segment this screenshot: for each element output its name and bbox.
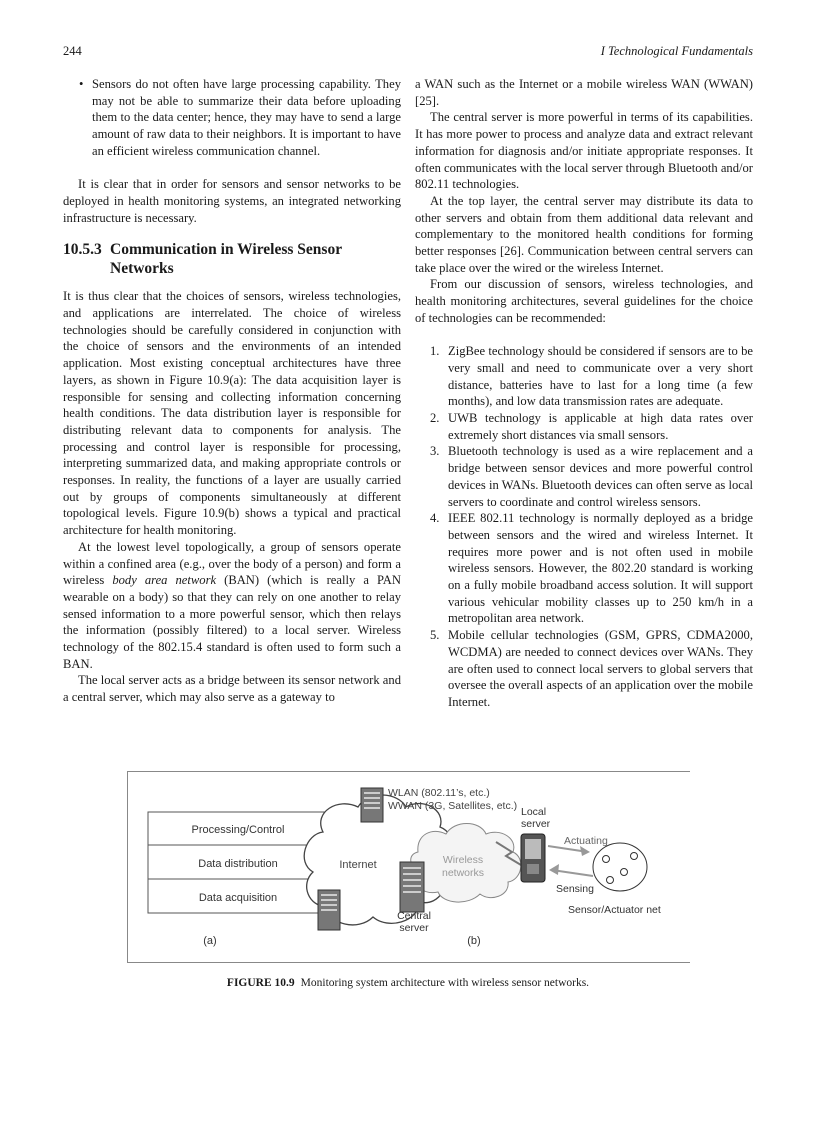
caption-label: FIGURE 10.9 bbox=[226, 977, 295, 989]
figure-10-9 bbox=[127, 771, 690, 963]
figure-label-b: (b) bbox=[467, 935, 481, 947]
list-item: 3. Bluetooth technology is used as a wire replacement and a bridge between sensor devices and more powerful control devices in WANs. Bluetooth devices can often serve as local servers to coordinate and control wireless sensors. bbox=[430, 444, 753, 509]
paragraph: The central server is more powerful in terms of its capabilities. It has more power to process and analyze data and extract relevant information for diagnosis and/or initiate appropriate responses. It often communicates with the local server through Bluetooth and/or 802.11 technologies. bbox=[415, 110, 753, 192]
arrow-head-icon bbox=[549, 864, 559, 875]
wwan-label: WWAN (3G, Satellites, etc.) bbox=[388, 800, 518, 812]
server-icon bbox=[361, 788, 383, 822]
paragraph: It is thus clear that the choices of sensors, wireless technologies, and applications are interrelated. The choice of wireless technologies should be carefully considered in conjunction with the choice of sensors and the environments of an intended application. Most existing conceptual architectures have three layers, as shown in Figure 10.9(a): The data acquisition layer is responsible for sensing and collecting information concerning health conditions. The data distribution layer is responsible for distributing relevant data to components for analysis. The processing and control layer is responsible for processing, interpreting summarized data, and making appropriate controls or responses. In reality, the functions of a layer are usually carried out by groups of components simultaneously at different topological levels. Figure 10.9(b) shows a typical and practical architecture for health monitoring. bbox=[63, 289, 401, 538]
arrow-head-icon bbox=[580, 846, 590, 856]
actuating-label: Actuating bbox=[564, 835, 608, 847]
bullet-list bbox=[63, 76, 401, 160]
central-server-icon bbox=[400, 862, 424, 912]
paragraph: The local server acts as a bridge between its sensor network and a central server, which may also serve as a gateway to bbox=[63, 673, 401, 705]
section-heading bbox=[63, 240, 401, 278]
bullet-icon: • bbox=[79, 77, 84, 91]
paragraph: At the top layer, the central server may distribute its data to other servers and obtain from them additional data relevant and complementary to the monitored health conditions for forming better responses [26]. Communication between central servers can take place over the wired or the wireless Internet. bbox=[415, 193, 753, 275]
figure-caption bbox=[0, 977, 816, 989]
server-icon bbox=[318, 890, 340, 930]
list-item: 2. UWB technology is applicable at high data rates over extremely short distances via small sensors. bbox=[430, 411, 753, 442]
layer-distribution: Data distribution bbox=[198, 858, 278, 870]
local-server-label-1: Local bbox=[521, 806, 547, 818]
layer-acquisition: Data acquisition bbox=[198, 892, 278, 904]
list-item: 5. Mobile cellular technologies (GSM, GPRS, CDMA2000, WCDMA) are needed to connect devices over WANs. They are often used to connect local servers to global servers that oversee the overall aspects of an application over the mobile Internet. bbox=[430, 628, 753, 709]
section-title: Communication in Wireless Sensor Networks bbox=[110, 241, 342, 278]
paragraph: At the lowest level topologically, a group of sensors operate within a confined area (e.g., over the body of a person) and form a wireless body area network (BAN) (which is really a PAN wearable on a body) so that they can rely on one another to relay sensed information to a more powerful sensor, which then relays the information (possibly filtered) to a local server. Wireless technology of the 802.15.4 standard is often used to form such a BAN. bbox=[63, 539, 401, 671]
internet-label: Internet bbox=[339, 859, 377, 871]
caption-text: Monitoring system architecture with wireless sensor networks. bbox=[300, 977, 590, 989]
bullet-item: • Sensors do not often have large processing capability. They may not be able to summarize their data before uploading them to the data center; hence, they may have to send a large amount of raw data to their neighbors. It is important to have an efficient wireless communication channel. bbox=[79, 77, 401, 158]
list-item: 4. IEEE 802.11 technology is normally deployed as a bridge between sensors and the wired and wireless Internet. It requires more power and is not often used in mobile wireless sensors. However, the 802.20 standard is working on a fully mobile broadband access solution. It will support various vehicular mobility classes up to 250 km/h in a metropolitan area network. bbox=[430, 511, 753, 626]
central-server-label-2: server bbox=[399, 922, 429, 934]
layer-stack bbox=[148, 812, 328, 947]
section-number: 10.5.3 bbox=[63, 241, 102, 259]
paragraph-intro: It is clear that in order for sensors and sensor networks to be deployed in health monitoring systems, an integrated networking infrastructure is necessary. bbox=[63, 177, 401, 225]
wlan-label: WLAN (802.11’s, etc.) bbox=[388, 787, 490, 799]
running-title: I Technological Fundamentals bbox=[600, 44, 753, 58]
guideline-list bbox=[415, 343, 753, 710]
central-server-label-1: Central bbox=[397, 910, 431, 922]
sensing-label: Sensing bbox=[556, 883, 594, 895]
right-column bbox=[415, 76, 753, 711]
sensor-network-icon bbox=[593, 843, 647, 891]
sensor-net-label: Sensor/Actuator net bbox=[568, 904, 661, 916]
page-number: 244 bbox=[63, 44, 82, 58]
layer-processing: Processing/Control bbox=[191, 824, 285, 836]
paragraph: From our discussion of sensors, wireless technologies, and health monitoring architectures, several guidelines for the choice of technologies can be recommended: bbox=[415, 277, 753, 325]
figure-label-a: (a) bbox=[203, 935, 217, 947]
wireless-label-2: networks bbox=[441, 867, 485, 879]
left-column bbox=[63, 76, 401, 706]
list-item: 1. ZigBee technology should be considered if sensors are to be very small and need to communicate over a very short distance, batteries have to last for a long time (a few months), and low data transmission rates are adequate. bbox=[430, 344, 753, 409]
wireless-cloud-icon bbox=[411, 824, 521, 903]
wireless-label-1: Wireless bbox=[442, 854, 484, 866]
pda-icon bbox=[521, 834, 545, 882]
local-server-label-2: server bbox=[521, 818, 551, 830]
paragraph: a WAN such as the Internet or a mobile wireless WAN (WWAN) [25]. bbox=[415, 77, 753, 108]
